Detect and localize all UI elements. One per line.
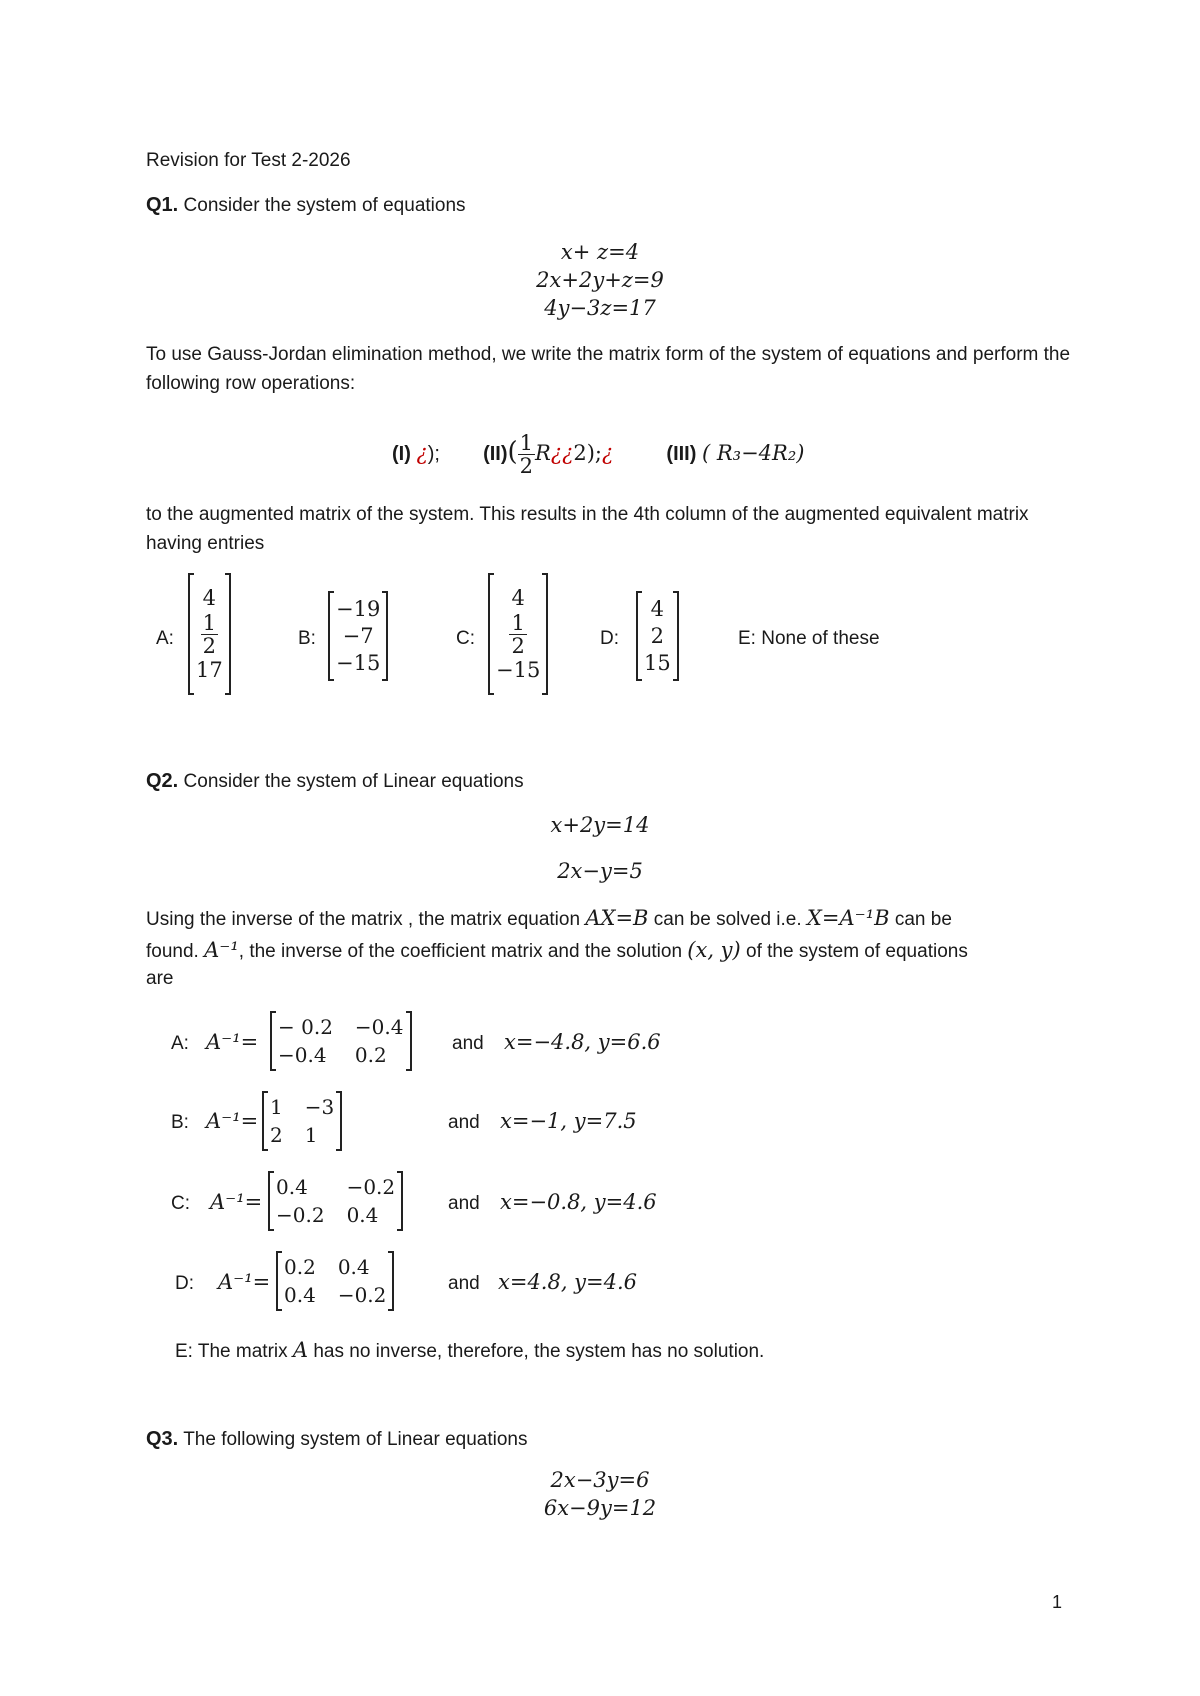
q1-prompt: Consider the system of equations bbox=[183, 195, 466, 216]
document-title: Revision for Test 2-2026 bbox=[146, 150, 351, 171]
q2-option-a-matrix bbox=[270, 1012, 412, 1070]
q1-option-c-matrix bbox=[488, 574, 548, 694]
q1-option-b-matrix bbox=[328, 592, 388, 680]
q1-option-c-label: C: bbox=[456, 628, 475, 649]
q2-option-d-solution: x=4.8, y=4.6 bbox=[498, 1270, 638, 1294]
q2-b-m22: 1 bbox=[304, 1123, 318, 1147]
op2-frac-num: 1 bbox=[519, 431, 534, 455]
q2-option-b-inv: A⁻¹= bbox=[206, 1109, 259, 1133]
op1-body: ¿ bbox=[416, 440, 428, 465]
q2-option-b-and: and bbox=[448, 1112, 480, 1133]
q1-eq-3: 4y−3z=17 bbox=[544, 296, 656, 320]
op1-label: (I) bbox=[392, 442, 411, 465]
q1-a-entry-3: 2 bbox=[202, 633, 217, 658]
op2-rest: 2); bbox=[573, 440, 603, 465]
q2-p1-eq2: X=A⁻¹B bbox=[806, 906, 890, 930]
op2-open: ( bbox=[507, 436, 518, 467]
q1-b-entry-2: −7 bbox=[342, 623, 374, 648]
q2-option-a-inv: A⁻¹= bbox=[206, 1030, 259, 1054]
q1-d-entry-2: 2 bbox=[650, 623, 665, 648]
q2-option-c-matrix bbox=[268, 1172, 403, 1230]
q2-para-line1 bbox=[146, 906, 952, 931]
q1-c-fraction bbox=[509, 612, 526, 657]
q2-p1-b: can be solved i.e. bbox=[648, 909, 807, 930]
op3-label: (III) bbox=[666, 442, 697, 465]
q2-option-a-label: A: bbox=[171, 1033, 189, 1054]
q2-p1-eq: AX=B bbox=[585, 906, 649, 930]
q1-c-entry-1: 4 bbox=[511, 585, 525, 610]
q2-heading bbox=[146, 770, 524, 793]
q2-eq-2: 2x−y=5 bbox=[557, 859, 643, 883]
op3-body: ( R₃−4R₂) bbox=[701, 440, 805, 465]
q2-a-m12: −0.4 bbox=[354, 1015, 404, 1039]
q2-option-d-matrix bbox=[276, 1252, 394, 1310]
q2-a-m11: − 0.2 bbox=[278, 1015, 333, 1039]
q2-para-line2 bbox=[146, 938, 968, 963]
q2-option-d-and: and bbox=[448, 1273, 480, 1294]
op2-label: (II) bbox=[483, 442, 508, 465]
q1-option-e: E: None of these bbox=[738, 628, 880, 649]
q2-b-m21: 2 bbox=[270, 1123, 283, 1147]
q2-d-m11: 0.2 bbox=[284, 1255, 316, 1279]
q1-option-a-label: A: bbox=[156, 628, 174, 649]
q1-a-entry-1: 4 bbox=[202, 585, 217, 610]
q2-eq-1: x+2y=14 bbox=[550, 813, 650, 837]
page-number: 1 bbox=[1052, 1592, 1063, 1612]
op1-end: ); bbox=[427, 442, 440, 465]
op2-mid: R bbox=[535, 440, 551, 465]
q2-option-c-inv: A⁻¹= bbox=[210, 1190, 263, 1214]
op2-red1: ¿¿ bbox=[550, 440, 574, 465]
q1-a-fraction bbox=[201, 612, 218, 657]
q2-option-b-matrix bbox=[262, 1092, 342, 1150]
q2-label: Q2. bbox=[146, 770, 179, 792]
q1-option-d-label: D: bbox=[600, 628, 619, 649]
q1-eq-1: x+ z=4 bbox=[560, 240, 640, 264]
q2-option-c-and: and bbox=[448, 1193, 480, 1214]
q2-option-b-solution: x=−1, y=7.5 bbox=[500, 1109, 637, 1133]
q1-paragraph: To use Gauss-Jordan elimination method, we write the matrix form of the system of equations and perform the following row operations: bbox=[146, 344, 1071, 394]
q2-b-m12: −3 bbox=[304, 1095, 335, 1119]
q1-a-entry-2: 1 bbox=[202, 610, 217, 635]
q1-d-entry-3: 15 bbox=[644, 650, 671, 675]
q2-p1-c: can be bbox=[889, 909, 952, 930]
q2-d-m22: −0.2 bbox=[337, 1283, 387, 1307]
q2-option-b-label: B: bbox=[171, 1112, 189, 1133]
op2-frac-den: 2 bbox=[519, 454, 534, 478]
q1-b-entry-1: −19 bbox=[336, 596, 381, 621]
q2-c-m12: −0.2 bbox=[346, 1175, 396, 1199]
q2-d-m21: 0.4 bbox=[284, 1283, 316, 1307]
q2-p1-a: Using the inverse of the matrix , the matrix equation bbox=[146, 909, 586, 930]
q2-option-d-label: D: bbox=[175, 1273, 194, 1294]
q2-option-a-solution: x=−4.8, y=6.6 bbox=[504, 1030, 661, 1054]
q1-option-a-matrix bbox=[188, 574, 231, 694]
q2-p2-eq: A⁻¹ bbox=[204, 938, 239, 962]
q2-p2-c: of the system of equations bbox=[740, 941, 968, 962]
q1-heading bbox=[146, 194, 466, 217]
q2-e-b: has no inverse, therefore, the system has no solution. bbox=[308, 1341, 765, 1362]
q2-option-c-solution: x=−0.8, y=4.6 bbox=[500, 1190, 657, 1214]
q1-option-d-matrix bbox=[636, 592, 679, 680]
q2-p2-eq2: (x, y) bbox=[687, 938, 741, 962]
q2-c-m21: −0.2 bbox=[276, 1203, 325, 1227]
q1-a-entry-4: 17 bbox=[196, 657, 223, 682]
q3-eq-2: 6x−9y=12 bbox=[543, 1496, 657, 1520]
q3-eq-1: 2x−3y=6 bbox=[550, 1468, 650, 1492]
q1-paragraph2: to the augmented matrix of the system. This results in the 4th column of the augmented equivalent matrix having entries bbox=[146, 504, 1029, 554]
q2-b-m11: 1 bbox=[270, 1095, 283, 1119]
q2-option-e bbox=[175, 1338, 764, 1363]
q1-c-entry-4: −15 bbox=[496, 657, 541, 682]
q2-d-m12: 0.4 bbox=[337, 1255, 370, 1279]
row-operations bbox=[392, 432, 804, 477]
q1-option-b-label: B: bbox=[298, 628, 316, 649]
q1-d-entry-1: 4 bbox=[650, 596, 665, 621]
q2-a-m22: 0.2 bbox=[354, 1043, 387, 1067]
q2-option-a-and: and bbox=[452, 1033, 484, 1054]
q2-prompt: Consider the system of Linear equations bbox=[183, 771, 524, 792]
op2-fraction bbox=[518, 432, 535, 477]
q1-label: Q1. bbox=[146, 194, 179, 216]
q3-prompt: The following system of Linear equations bbox=[183, 1429, 528, 1450]
q1-c-entry-2: 1 bbox=[511, 610, 525, 635]
q2-p2-a: found. bbox=[146, 941, 205, 962]
q3-label: Q3. bbox=[146, 1428, 179, 1450]
q2-c-m11: 0.4 bbox=[276, 1175, 308, 1199]
q2-para-line3: are bbox=[146, 968, 174, 989]
q2-p2-b: , the inverse of the coefficient matrix and the solution bbox=[238, 941, 688, 962]
q1-eq-2: 2x+2y+z=9 bbox=[536, 268, 664, 292]
q2-option-d-inv: A⁻¹= bbox=[218, 1270, 271, 1294]
q2-c-m22: 0.4 bbox=[346, 1203, 379, 1227]
op2-red2: ¿ bbox=[602, 440, 614, 465]
q2-e-sym: A bbox=[292, 1338, 309, 1362]
q2-a-m21: −0.4 bbox=[278, 1043, 327, 1067]
q1-c-entry-3: 2 bbox=[511, 633, 525, 658]
q2-e-a: E: The matrix bbox=[175, 1341, 293, 1362]
q1-b-entry-3: −15 bbox=[336, 650, 381, 675]
q3-heading bbox=[146, 1428, 528, 1451]
q2-option-c-label: C: bbox=[171, 1193, 190, 1214]
